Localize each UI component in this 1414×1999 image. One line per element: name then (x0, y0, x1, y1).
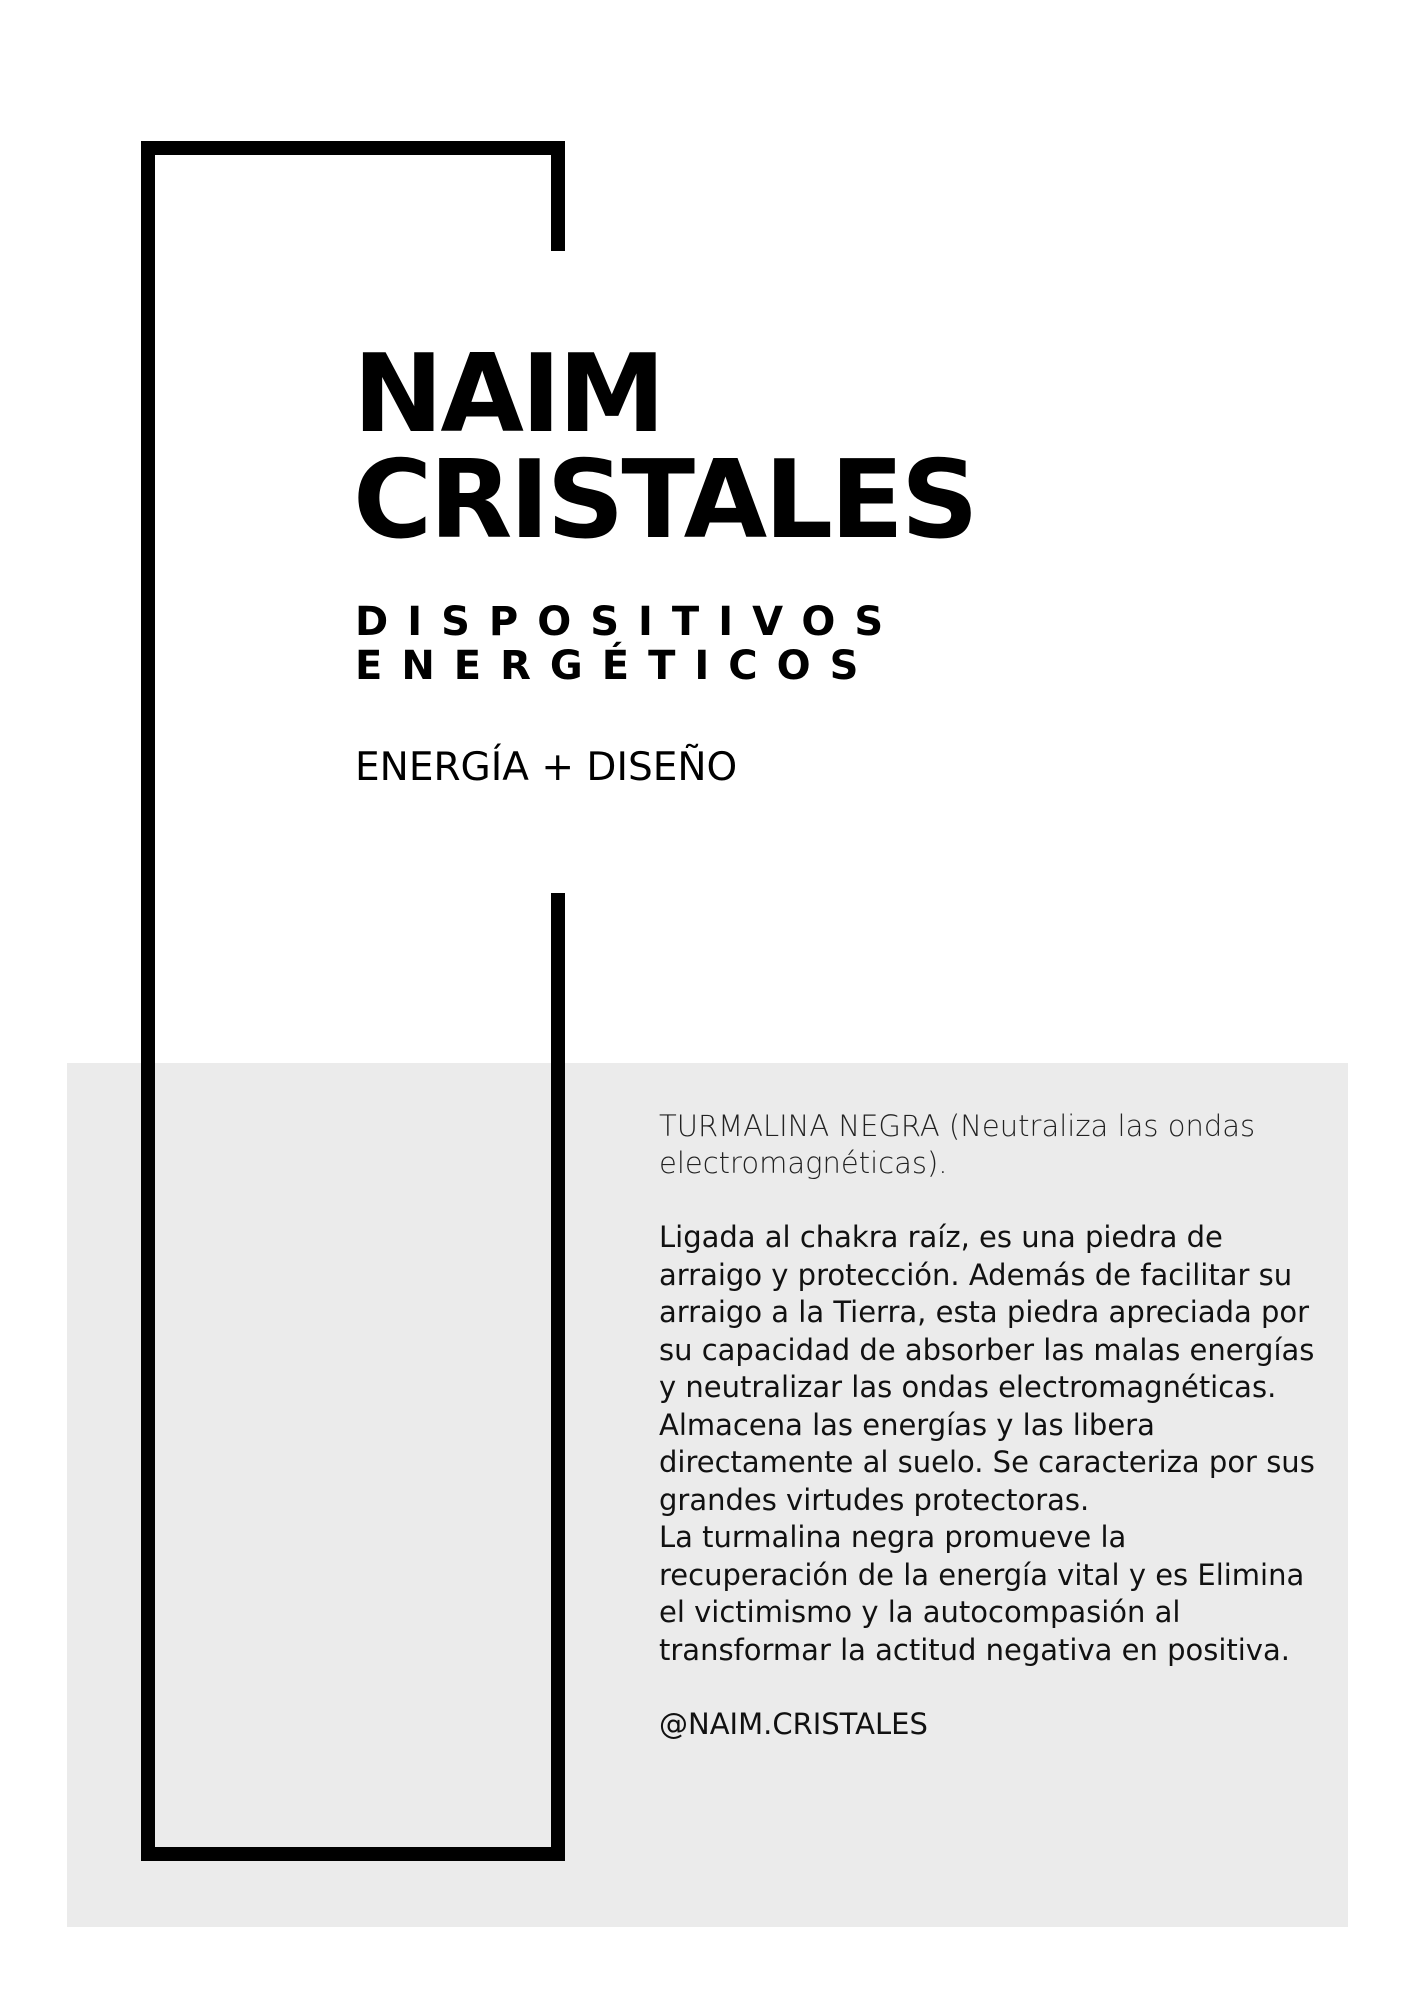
brand-subtitle (355, 600, 902, 688)
frame-left-line (141, 141, 155, 1861)
brand-subtitle-line-1: DISPOSITIVOS (355, 599, 903, 645)
frame-top-line (141, 141, 565, 155)
product-intro: TURMALINA NEGRA (Neutraliza las ondas electromagnéticas). (659, 1109, 1256, 1180)
tagline: ENERGÍA + DISEÑO (355, 745, 738, 790)
product-description: Ligada al chakra raíz, es una piedra de arraigo y protección. Además de facilitar su arraigo a la Tierra, esta piedra apreciada por su capacidad de absorber las malas energías y neutralizar las ondas electromagnéticas. Almacena las energías y las libera directamente al suelo. Se caracteriza por sus grandes virtudes protectoras. La turmalina negra promueve la recuperación de la energía vital y es Elimina el victimismo y la autocompasión al transformar la actitud negativa en positiva. (659, 1220, 1315, 1667)
frame-right-upper-line (551, 141, 565, 251)
frame-right-lower-line (551, 893, 565, 1861)
brand-title (353, 332, 976, 563)
social-handle: @NAIM.CRISTALES (659, 1707, 928, 1741)
brand-subtitle-line-2: ENERGÉTICOS (355, 643, 878, 689)
brand-title-line-1: NAIM (353, 332, 663, 457)
brand-title-line-2: CRISTALES (353, 438, 976, 563)
description-block (659, 1108, 1319, 1743)
frame-bottom-line (141, 1847, 565, 1861)
